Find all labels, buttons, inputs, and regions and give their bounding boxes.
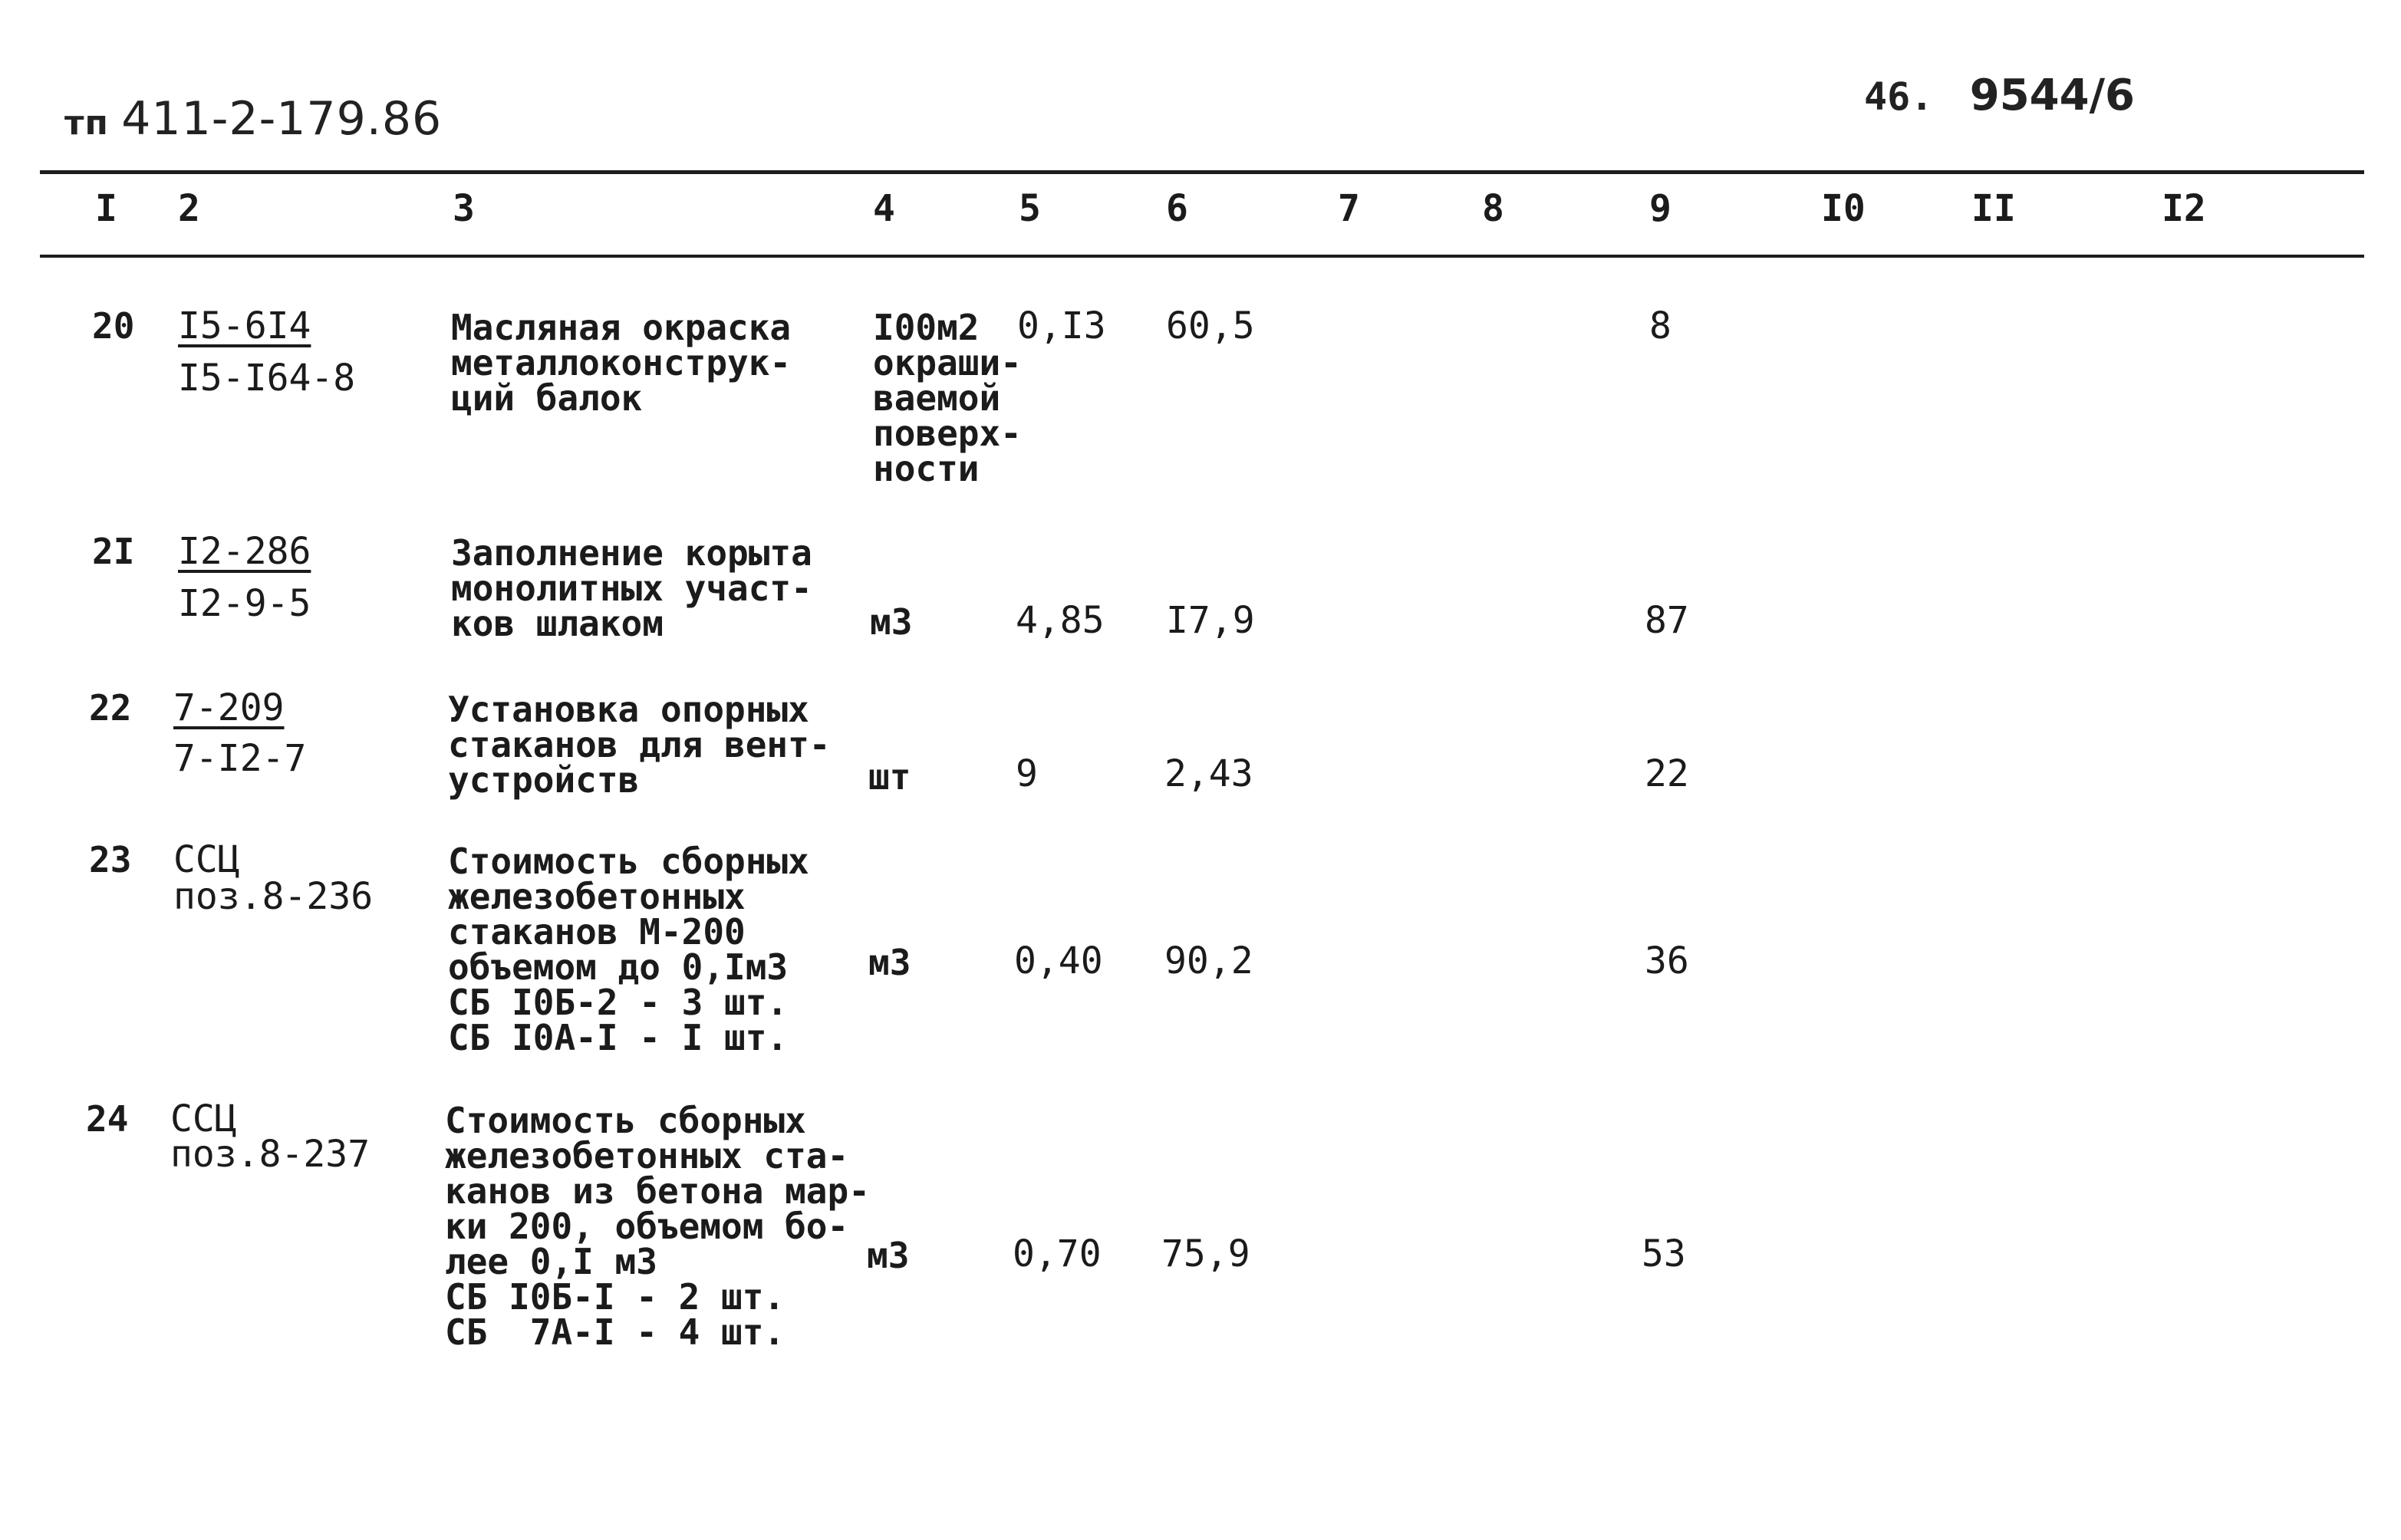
unit-of-measure: м3 — [868, 942, 911, 983]
quantity: 0,70 — [1013, 1232, 1102, 1275]
unit-of-measure: м3 — [870, 601, 913, 643]
norm-code: I2-286 — [178, 530, 311, 573]
row-number: 24 — [86, 1098, 129, 1140]
quantity: 9 — [1016, 752, 1038, 795]
unit-price: I7,9 — [1166, 599, 1255, 642]
unit-price: 90,2 — [1164, 939, 1253, 982]
row-number: 20 — [92, 305, 135, 347]
column-header-12: I2 — [2162, 187, 2206, 230]
work-description: Заполнение корыта монолитных участ- ков шлаком — [451, 532, 812, 644]
price-code: I5-I64-8 — [178, 357, 356, 400]
column-header-11: II — [1971, 187, 2016, 230]
norm-code: 7-209 — [173, 686, 285, 729]
row-number: 22 — [89, 687, 132, 729]
work-description: Установка опорных стаканов для вент- устройств — [448, 689, 831, 801]
column-header-4: 4 — [873, 187, 895, 230]
price-code: поз.8-236 — [173, 875, 374, 918]
norm-code: I5-6I4 — [178, 304, 311, 347]
column-header-1: I — [95, 187, 117, 230]
column-header-3: 3 — [453, 187, 475, 230]
price-code: I2-9-5 — [178, 582, 311, 625]
column-header-6: 6 — [1166, 187, 1188, 230]
total-cost: 8 — [1649, 304, 1671, 347]
row-number: 23 — [89, 839, 132, 880]
norm-code: ССЦ — [173, 838, 240, 881]
column-header-2: 2 — [178, 187, 200, 230]
total-cost: 22 — [1645, 752, 1689, 795]
quantity: 0,I3 — [1017, 304, 1106, 347]
column-header-8: 8 — [1482, 187, 1504, 230]
work-description: Стоимость сборных железобетонных стаканов М-200 объемом до 0,Iм3 СБ I0Б-2 - 3 шт. СБ I0А-I - I шт. — [448, 841, 809, 1058]
document-code — [64, 92, 442, 146]
archive-number: 9544/6 — [1969, 71, 2136, 120]
sheet-number: 46. — [1864, 74, 1934, 119]
column-header-10: I0 — [1821, 187, 1866, 230]
norm-code: ССЦ — [170, 1097, 237, 1140]
document-code-number: 411-2-179.86 — [121, 92, 443, 146]
unit-of-measure: м3 — [867, 1235, 910, 1276]
document-code-prefix: тп — [64, 104, 109, 143]
unit-of-measure: I00м2 окраши- ваемой поверх- ности — [873, 307, 1022, 489]
quantity: 4,85 — [1016, 599, 1105, 642]
work-description: Стоимость сборных железобетонных ста- канов из бетона мар- ки 200, объемом бо- лее 0,I м3 СБ I0Б-I - 2 шт. СБ 7А-I - 4 шт. — [445, 1100, 870, 1353]
row-number: 2I — [92, 531, 135, 572]
quantity: 0,40 — [1014, 939, 1103, 982]
table-top-rule — [40, 170, 2364, 174]
total-cost: 53 — [1642, 1232, 1686, 1275]
price-code: поз.8-237 — [170, 1133, 371, 1176]
column-header-5: 5 — [1019, 187, 1041, 230]
unit-price: 60,5 — [1166, 304, 1255, 347]
column-header-7: 7 — [1338, 187, 1360, 230]
total-cost: 87 — [1645, 599, 1689, 642]
unit-price: 2,43 — [1164, 752, 1253, 795]
sheet-stamp — [1864, 71, 2135, 120]
table-header-rule — [40, 255, 2364, 258]
unit-price: 75,9 — [1161, 1232, 1250, 1275]
total-cost: 36 — [1645, 939, 1689, 982]
price-code: 7-I2-7 — [173, 737, 307, 780]
column-header-9: 9 — [1649, 187, 1671, 230]
work-description: Масляная окраска металлоконструк- ций балок — [451, 307, 792, 419]
unit-of-measure: шт — [868, 756, 911, 798]
